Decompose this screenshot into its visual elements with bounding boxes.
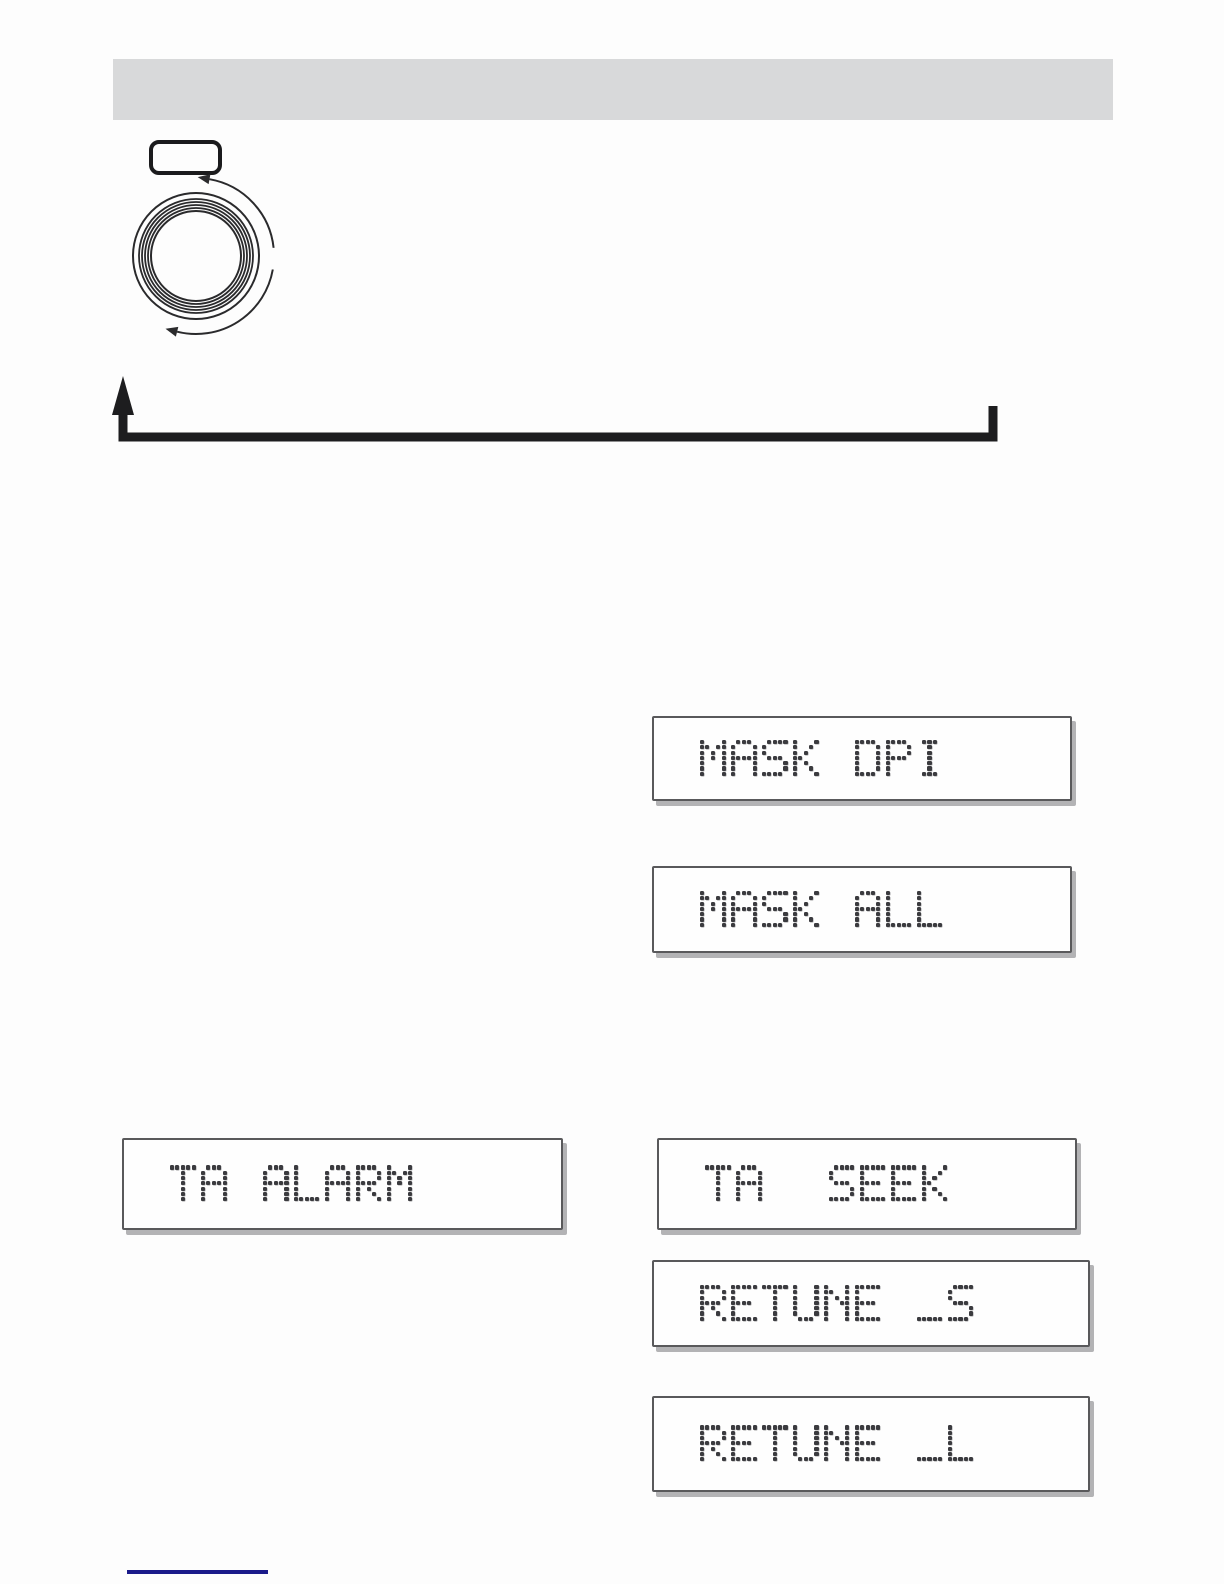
- footer-accent-line: [127, 1570, 268, 1574]
- flow-return-arrow: [100, 368, 1020, 452]
- rotary-knob-icon: [108, 166, 293, 351]
- lcd-display-mask-all: [652, 866, 1072, 953]
- lcd-display-retune-s: [652, 1260, 1090, 1347]
- lcd-display-ta-alarm: [122, 1138, 563, 1230]
- lcd-text: [700, 1285, 975, 1322]
- lcd-text: [700, 891, 944, 928]
- lcd-display-retune-l: [652, 1396, 1090, 1492]
- lcd-text: [170, 1165, 414, 1202]
- lcd-text: [705, 1165, 949, 1202]
- lcd-text: [700, 740, 944, 777]
- lcd-text: [700, 1425, 975, 1462]
- section-header-bar: [113, 59, 1113, 120]
- lcd-display-ta-seek: [657, 1138, 1077, 1230]
- lcd-display-mask-dpi: [652, 716, 1072, 801]
